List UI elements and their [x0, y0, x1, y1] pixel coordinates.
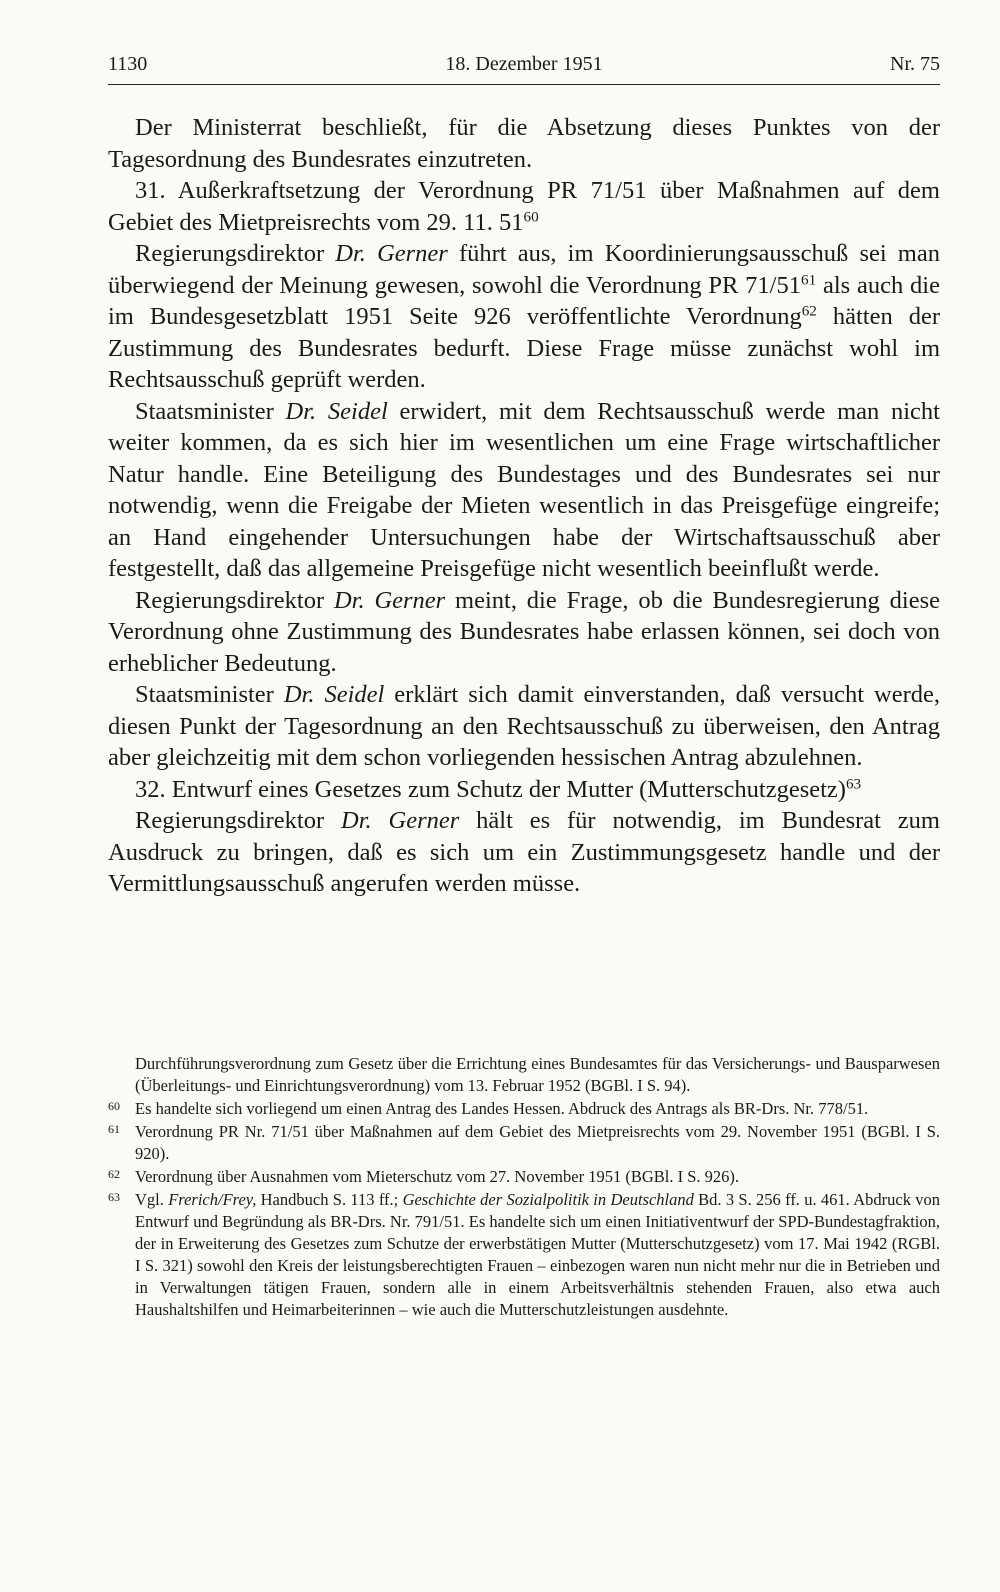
- issue-number: Nr. 75: [890, 53, 940, 75]
- footnote-text: Es handelte sich vorliegend um einen Antrag des Landes Hessen. Abdruck des Antrags als BR-Drs. Nr. 778/51.: [135, 1099, 869, 1118]
- footnote-ref: 60: [523, 208, 539, 226]
- header-date: 18. Dezember 1951: [445, 53, 603, 75]
- running-header: [108, 50, 940, 84]
- body-text: [108, 112, 940, 900]
- paragraph: [108, 805, 940, 900]
- footnote-61: [108, 1121, 940, 1165]
- paragraph-text: Der Ministerrat beschließt, für die Absetzung dieses Punktes von der Tagesordnung des Bundesrates einzutreten.: [108, 114, 940, 173]
- footnote-text: Handbuch S. 113 ff.;: [256, 1190, 403, 1209]
- footnote-mark: 62: [108, 1167, 120, 1181]
- paragraph-text: als auch die im Bundesgesetzblatt 1951 Seite 926 veröffentlichte Verordnung: [108, 271, 940, 330]
- agenda-item-text: 31. Außerkraftsetzung der Verordnung PR 71/51 über Maßnahmen auf dem Gebiet des Mietpreisrechts vom 29. 11. 51: [108, 177, 940, 236]
- footnote-ref: 61: [800, 271, 817, 289]
- speaker-name: Dr. Seidel: [283, 681, 385, 708]
- speaker-name: Dr. Seidel: [285, 397, 388, 425]
- paragraph-text: erklärt sich damit einverstanden, daß versucht werde, diesen Punkt der Tagesordnung an den Rechtsausschuß zu überweisen, den Antrag aber gleichzeitig mit dem schon vorliegenden hessischen Antrag abzulehnen.: [108, 681, 940, 771]
- footnotes: [108, 1053, 940, 1322]
- paragraph: [108, 112, 940, 175]
- paragraph: [108, 679, 940, 774]
- paragraph-text: führt aus, im Koordinierungsausschuß sei man überwiegend der Meinung gewesen, sowohl die Verordnung PR 71/51: [108, 240, 940, 299]
- speaker-name: Dr. Gerner: [333, 586, 446, 614]
- page-number: 1130: [108, 53, 148, 75]
- footnote-60: [108, 1098, 940, 1120]
- paragraph-text: Staatsminister: [135, 397, 286, 425]
- paragraph-text: Regierungsdirektor: [135, 807, 342, 834]
- footnote-continuation: Durchführungsverordnung zum Gesetz über die Errichtung eines Bundesamtes für das Versicherungs- und Bausparwesen (Überleitungs- und Einrichtungsverordnung) vom 13. Februar 1952 (BGBl. I S. 94).: [135, 1054, 940, 1095]
- paragraph-text: Regierungsdirektor: [135, 240, 336, 267]
- footnote-ref: 63: [845, 775, 862, 793]
- footnote-62: [108, 1166, 940, 1188]
- author-names: Frerich/Frey,: [168, 1190, 257, 1209]
- agenda-item-31: [108, 175, 940, 238]
- footnote-mark: 61: [108, 1122, 120, 1136]
- agenda-item-32: [108, 774, 940, 806]
- footnote-ref: 62: [801, 302, 817, 320]
- paragraph-text: Staatsminister: [135, 681, 284, 708]
- book-title: Geschichte der Sozialpolitik in Deutschland: [402, 1190, 694, 1209]
- speaker-name: Dr. Gerner: [341, 807, 460, 834]
- footnote-text: Vgl.: [135, 1190, 169, 1209]
- speaker-name: Dr. Gerner: [335, 240, 448, 267]
- header-rule: [108, 84, 940, 85]
- paragraph-text: erwidert, mit dem Rechtsausschuß werde man nicht weiter kommen, da es sich hier im wesentlichen um eine Frage wirtschaftlicher Natur handle. Eine Beteiligung des Bundestages und des Bundesrates sei nur notwendig, wenn die Freigabe der Mieten wesentlich in das Preisgefüge eingreife; an Hand eingehender Untersuchungen habe der Wirtschaftsausschuß aber festgestellt, daß das allgemeine Preisgefüge nicht wesentlich beeinflußt werde.: [108, 397, 940, 582]
- footnote-text: Verordnung über Ausnahmen vom Mieterschutz vom 27. November 1951 (BGBl. I S. 926).: [135, 1167, 739, 1186]
- paragraph-text: hält es für notwendig, im Bundesrat zum Ausdruck zu bringen, daß es sich um ein Zustimmungsgesetz handle und der Vermittlungsausschuß angerufen werden müsse.: [108, 807, 940, 897]
- paragraph-text: meint, die Frage, ob die Bundesregierung diese Verordnung ohne Zustimmung des Bundesrates habe erlassen können, sei doch von erheblicher Bedeutung.: [108, 586, 940, 677]
- paragraph: [108, 585, 940, 680]
- footnote-text: Verordnung PR Nr. 71/51 über Maßnahmen auf dem Gebiet des Mietpreisrechts vom 29. November 1951 (BGBl. I S. 920).: [135, 1122, 940, 1163]
- paragraph: [108, 238, 940, 396]
- paragraph: [108, 396, 940, 585]
- agenda-item-text: 32. Entwurf eines Gesetzes zum Schutz der Mutter (Mutterschutzgesetz): [135, 775, 846, 803]
- footnote-text: Bd. 3 S. 256 ff. u. 461. Abdruck von Entwurf und Begründung als BR-Drs. Nr. 791/51. Es handelte sich um einen Initiativentwurf der SPD-Bundestagfraktion, der in Erweiterung des Gesetzes zum Schutze der erwerbstätigen Mutter (Mutterschutzgesetz) vom 17. Mai 1942 (RGBl. I S. 321) sowohl den Kreis der leistungsberechtigten Frauen – einbezogen waren nun nicht mehr nur die in Betrieben und in Verwaltungen tätigen Frauen, sondern alle in einem Arbeitsverhältnis stehenden Frauen, also etwa auch Haushaltshilfen und Heimarbeiterinnen – wie auch die Mutterschutzleistungen ausdehnte.: [135, 1190, 941, 1319]
- footnote-mark: 60: [108, 1099, 120, 1113]
- paragraph-text: Regierungsdirektor: [135, 586, 334, 614]
- paragraph-text: hätten der Zustimmung des Bundesrates bedurft. Diese Frage müsse zunächst wohl im Rechtsausschuß geprüft werden.: [108, 303, 940, 393]
- footnote-63: [108, 1189, 940, 1321]
- footnote-mark: 63: [108, 1190, 120, 1204]
